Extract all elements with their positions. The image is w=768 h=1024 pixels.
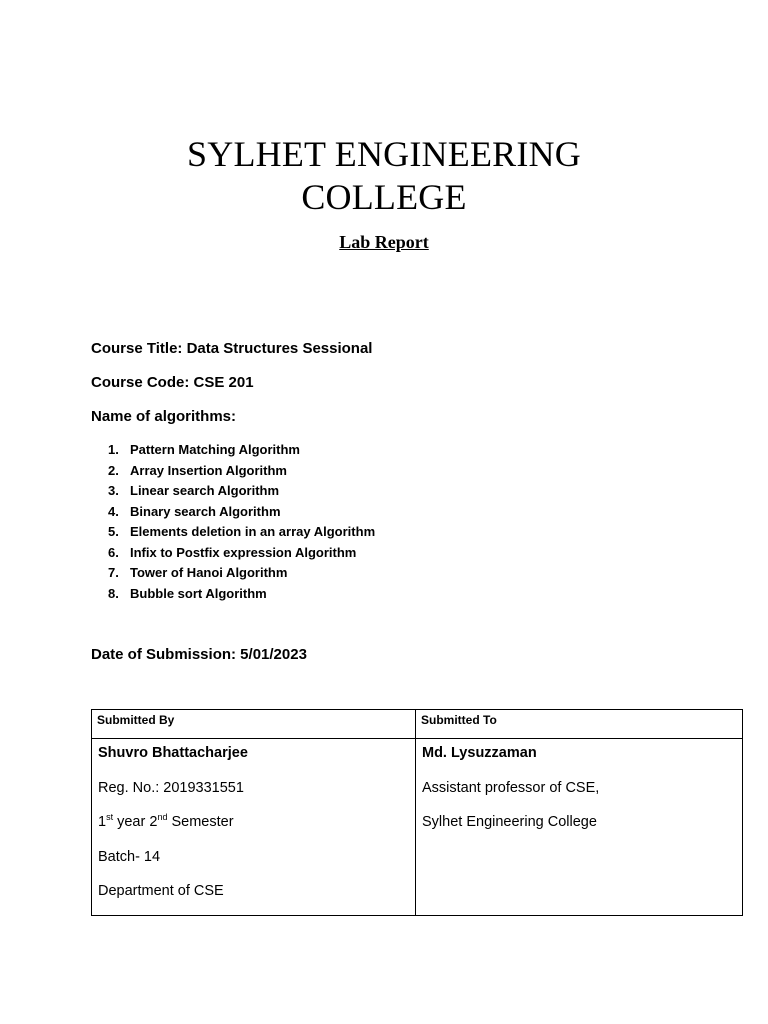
list-item	[108, 563, 375, 584]
teacher-institution: Sylhet Engineering College	[422, 814, 597, 830]
course-title: Course Title: Data Structures Sessional	[91, 340, 373, 357]
registration-number: Reg. No.: 2019331551	[98, 779, 244, 796]
algorithm-name: Array Insertion Algorithm	[130, 462, 287, 478]
semester-suffix: nd	[157, 812, 168, 823]
department: Department of CSE	[98, 883, 224, 899]
submitted-to-label: Submitted To	[421, 713, 497, 727]
semester-text: Semester	[167, 814, 234, 830]
list-item	[108, 543, 375, 564]
course-code: Course Code: CSE 201	[91, 374, 254, 391]
submitted-to-cell	[416, 739, 743, 916]
list-item	[108, 522, 375, 543]
algorithm-name: Elements deletion in an array Algorithm	[130, 524, 376, 539]
college-name-line2: COLLEGE	[301, 177, 467, 217]
list-number: 3.	[108, 483, 119, 498]
teacher-name: Md. Lysuzzaman	[422, 745, 537, 761]
submitted-by-label: Submitted By	[97, 713, 175, 727]
submitted-to-header	[416, 710, 743, 739]
list-number: 8.	[108, 585, 119, 601]
list-item	[108, 461, 375, 482]
submission-table	[91, 709, 743, 916]
list-item	[108, 502, 375, 523]
algorithm-list	[108, 440, 375, 604]
teacher-designation: Assistant professor of CSE,	[422, 779, 600, 796]
report-type-heading: Lab Report	[339, 232, 429, 252]
list-number: 1.	[108, 442, 119, 457]
algorithm-name: Infix to Postfix expression Algorithm	[130, 544, 357, 560]
submitted-by-cell	[92, 739, 416, 916]
list-item	[108, 481, 375, 502]
list-number: 2.	[108, 462, 119, 478]
year-text: year 2	[113, 814, 158, 830]
algorithm-name: Binary search Algorithm	[130, 503, 281, 519]
year-suffix: st	[106, 812, 114, 823]
algorithm-name: Tower of Hanoi Algorithm	[130, 565, 288, 580]
submission-date: Date of Submission: 5/01/2023	[91, 646, 307, 663]
year-semester	[92, 811, 415, 846]
list-number: 4.	[108, 503, 119, 519]
batch: Batch- 14	[98, 848, 161, 865]
list-number: 6.	[108, 544, 119, 560]
algorithm-name: Bubble sort Algorithm	[130, 585, 267, 601]
submitted-by-header	[92, 710, 416, 739]
algorithm-name: Linear search Algorithm	[130, 483, 280, 498]
student-name: Shuvro Bhattacharjee	[98, 745, 248, 761]
list-item	[108, 584, 375, 605]
algorithms-heading: Name of algorithms:	[91, 408, 237, 425]
list-number: 7.	[108, 565, 119, 580]
list-item	[108, 440, 375, 461]
algorithm-name: Pattern Matching Algorithm	[130, 442, 300, 457]
list-number: 5.	[108, 524, 119, 539]
year-number: 1	[98, 814, 107, 830]
college-name-line1: SYLHET ENGINEERING	[187, 134, 581, 174]
